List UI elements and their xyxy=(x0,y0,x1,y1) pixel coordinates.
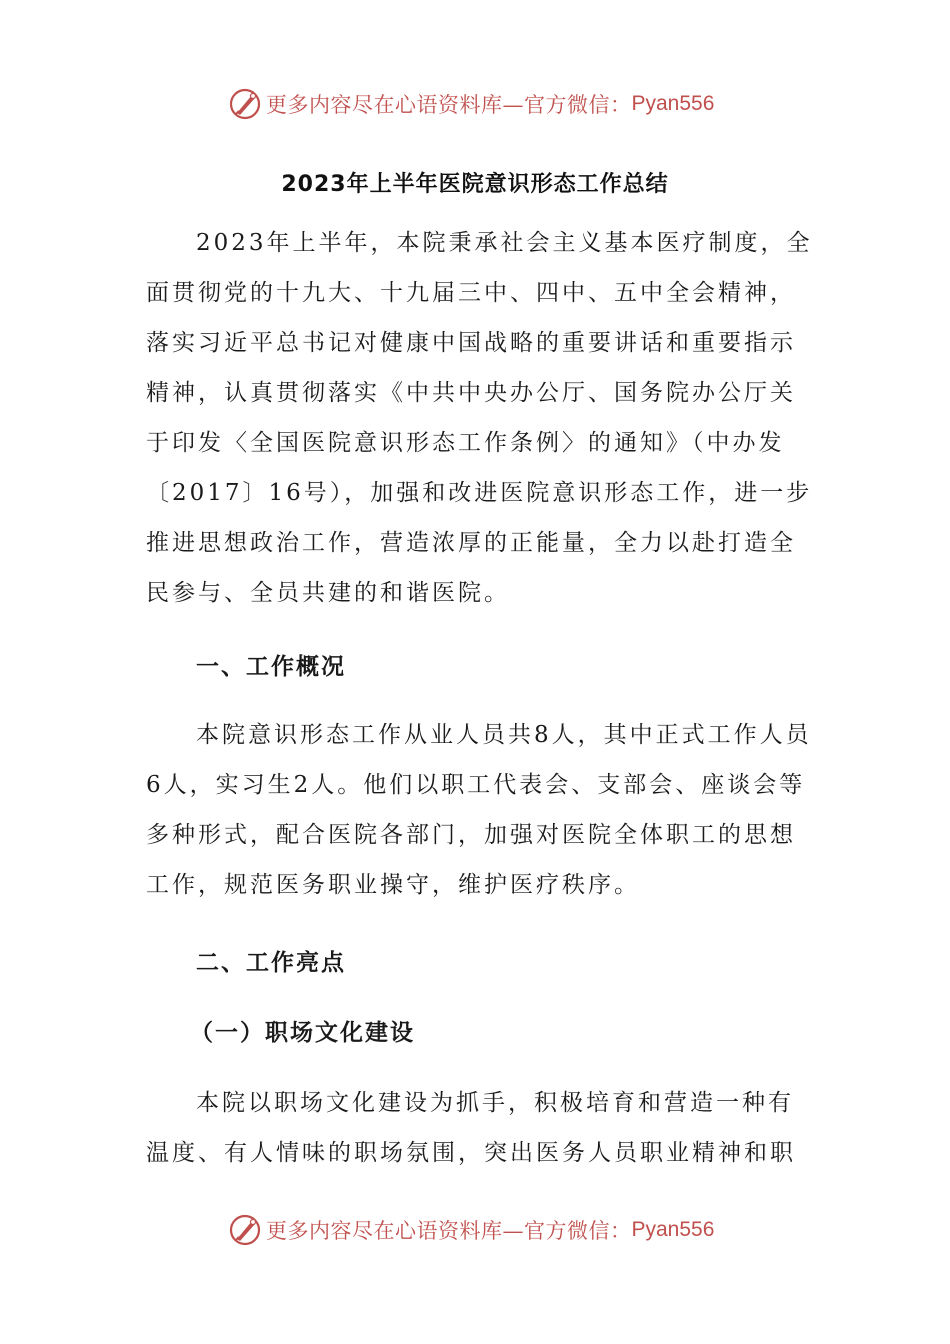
paragraph-line: 民参与、全员共建的和谐医院。 xyxy=(146,580,510,606)
watermark-header xyxy=(228,84,714,124)
subsection-heading-workplace-culture: （一）职场文化建设 xyxy=(190,1020,415,1046)
document-title: 2023年上半年医院意识形态工作总结 xyxy=(281,171,669,197)
watermark-text: 更多内容尽在心语资料库—官方微信： xyxy=(266,1219,632,1243)
paragraph-line: 6人，实习生2人。他们以职工代表会、支部会、座谈会等 xyxy=(146,772,806,798)
paragraph-line: 工作，规范医务职业操守，维护医疗秩序。 xyxy=(146,872,640,898)
paragraph-line: 〔2017〕16号），加强和改进医院意识形态工作，进一步 xyxy=(146,480,813,506)
paragraph-line: 推进思想政治工作，营造浓厚的正能量，全力以赴打造全 xyxy=(146,530,796,556)
intro-paragraph xyxy=(146,218,816,618)
section-heading-overview: 一、工作概况 xyxy=(196,654,346,680)
watermark-footer xyxy=(228,1210,714,1250)
paragraph-line: 温度、有人情味的职场氛围，突出医务人员职业精神和职 xyxy=(146,1140,796,1166)
paragraph-line: 于印发〈全国医院意识形态工作条例〉的通知》（中办发 xyxy=(146,430,785,456)
paragraph-line: 本院以职场文化建设为抓手，积极培育和营造一种有 xyxy=(196,1090,794,1116)
paragraph-line: 本院意识形态工作从业人员共8人，其中正式工作人员 xyxy=(196,722,812,748)
quill-pen-logo-icon xyxy=(228,87,262,121)
section-heading-highlights: 二、工作亮点 xyxy=(196,950,346,976)
paragraph-line: 2023年上半年，本院秉承社会主义基本医疗制度，全 xyxy=(196,230,813,256)
watermark-text: 更多内容尽在心语资料库—官方微信： xyxy=(266,93,632,117)
paragraph-line: 多种形式，配合医院各部门，加强对医院全体职工的思想 xyxy=(146,822,796,848)
quill-pen-logo-icon xyxy=(228,1213,262,1247)
paragraph-line: 面贯彻党的十九大、十九届三中、四中、五中全会精神， xyxy=(146,280,796,306)
watermark-wechat-id: Pyan556 xyxy=(631,1218,715,1241)
paragraph-line: 精神，认真贯彻落实《中共中央办公厅、国务院办公厅关 xyxy=(146,380,796,406)
overview-paragraph xyxy=(146,710,816,910)
watermark-wechat-id: Pyan556 xyxy=(631,92,715,115)
workplace-culture-paragraph xyxy=(146,1078,816,1178)
paragraph-line: 落实习近平总书记对健康中国战略的重要讲话和重要指示 xyxy=(146,330,796,356)
